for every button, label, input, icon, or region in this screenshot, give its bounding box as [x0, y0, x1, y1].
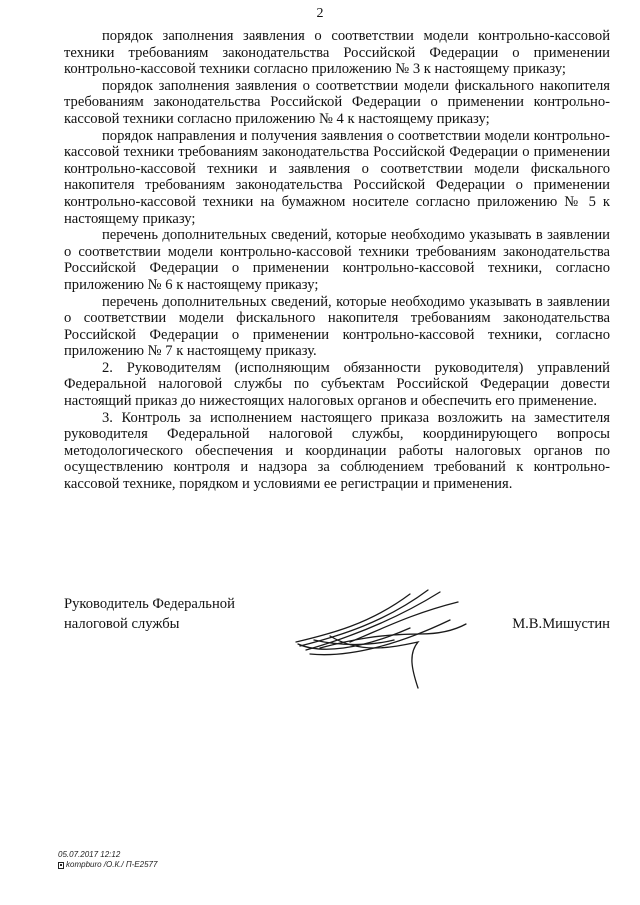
paragraph-point-2: 2. Руководителям (исполняющим обязанности руководителя) управлений Федеральной налоговой службы по субъектам Российской Федерации довести настоящий приказ до нижестоящих налоговых органов и обеспечить его применение. — [64, 359, 610, 410]
signer-title — [64, 594, 284, 634]
page-number: 2 — [316, 6, 324, 21]
handwritten-signature — [290, 584, 470, 694]
footer-path: kompburo /О.К./ П-Е2577 — [66, 860, 158, 869]
paragraph-item-4-procedure: порядок заполнения заявления о соответствии модели фискального накопителя требованиям законодательства Российской Федерации о применении контрольно-кассовой техники согласно приложению № 4 к настоящему приказу; — [64, 77, 610, 127]
footer-date: 05.07.2017 12:12 — [58, 850, 121, 859]
file-icon — [58, 862, 64, 869]
signer-name: М.В.Мишустин — [512, 616, 610, 632]
signer-title-line1: Руководитель Федеральной — [64, 596, 235, 612]
paragraph-item-5-procedure: порядок направления и получения заявления о соответствии модели контрольно-кассовой техники требованиям законодательства Российской Федерации о применении контрольно-кассовой техники и заявления о соответствии модели фискального накопителя требованиям законодательства Российской Федерации о применении контрольно-кассовой техники на бумажном носителе согласно приложению № 5 к настоящему приказу; — [64, 127, 610, 227]
document-body — [64, 28, 610, 493]
paragraph-point-3: 3. Контроль за исполнением настоящего приказа возложить на заместителя руководителя Федеральной налоговой службы, координирующего вопросы методологического обеспечения и координации работы налоговых органов по осуществлению контроля и надзора за соблюдением требований к контрольно-кассовой технике, порядком и условиями ее регистрации и применения. — [64, 409, 610, 493]
paragraph-item-3-procedure: порядок заполнения заявления о соответствии модели контрольно-кассовой техники требованиям законодательства Российской Федерации о применении контрольно-кассовой техники согласно приложению № 3 к настоящему приказу; — [64, 28, 610, 78]
paragraph-item-6-list: перечень дополнительных сведений, которые необходимо указывать в заявлении о соответствии модели контрольно-кассовой техники требованиям законодательства Российской Федерации о применении контрольно-кассовой техники, согласно приложению № 6 к настоящему приказу; — [64, 227, 610, 293]
signature-block — [64, 594, 610, 714]
paragraph-item-7-list: перечень дополнительных сведений, которые необходимо указывать в заявлении о соответствии модели фискального накопителя требованиям законодательства Российской Федерации о применении контрольно-кассовой техники, согласно приложению № 7 к настоящему приказу. — [64, 293, 610, 360]
signer-title-line2: налоговой службы — [64, 616, 180, 632]
document-footer — [58, 850, 157, 870]
footer-path-line — [58, 860, 157, 870]
